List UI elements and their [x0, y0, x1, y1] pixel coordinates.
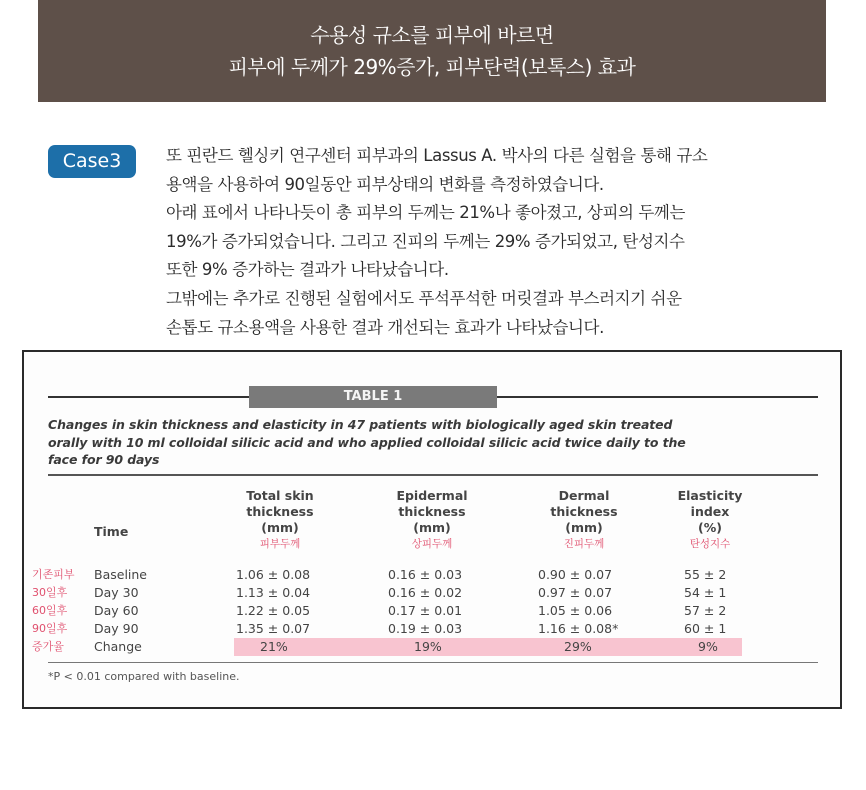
cell-total-skin: 1.35 ± 0.07	[236, 621, 311, 636]
cell-total-skin: 1.06 ± 0.08	[236, 567, 311, 582]
cell-epidermal: 0.16 ± 0.02	[388, 585, 463, 600]
cell-elasticity: 60 ± 1	[684, 621, 727, 636]
table-label: TABLE 1	[249, 386, 497, 408]
headline-line-2: 피부에 두께가 29%증가, 피부탄력(보톡스) 효과	[228, 55, 636, 79]
header-text: thickness	[398, 504, 466, 519]
cell-total-skin: 21%	[260, 639, 288, 654]
case-line: 19%가 증가되었습니다. 그리고 진피의 두께는 29% 증가되었고, 탄성지수	[166, 231, 685, 251]
cell-epidermal: 19%	[414, 639, 442, 654]
row-korean-label: 증가율	[32, 640, 64, 653]
cell-dermal: 0.97 ± 0.07	[538, 585, 613, 600]
cell-dermal: 29%	[564, 639, 592, 654]
table-row	[24, 602, 842, 620]
header-korean-label: 탄성지수	[689, 538, 731, 550]
case-line: 용액을 사용하여 90일동안 피부상태의 변화를 측정하였습니다.	[166, 174, 604, 194]
header-text: index	[690, 504, 730, 519]
header-total-skin	[220, 488, 340, 552]
case-description	[166, 142, 826, 342]
header-text: thickness	[550, 504, 618, 519]
headline-line-1: 수용성 규소를 피부에 바르면	[310, 23, 554, 47]
row-label: Day 60	[94, 603, 139, 618]
case-line: 또한 9% 증가하는 결과가 나타났습니다.	[166, 260, 449, 280]
cell-total-skin: 1.22 ± 0.05	[236, 603, 311, 618]
cell-dermal: 0.90 ± 0.07	[538, 567, 613, 582]
row-label: Day 90	[94, 621, 139, 636]
cell-dermal: 1.05 ± 0.06	[538, 603, 613, 618]
header-time: Time	[94, 524, 129, 539]
row-korean-label: 90일후	[32, 622, 68, 635]
table-bottom-rule	[48, 662, 818, 663]
row-label: Baseline	[94, 567, 147, 582]
case-badge: Case3	[48, 145, 136, 178]
header-epidermal	[372, 488, 492, 552]
cell-elasticity: 55 ± 2	[684, 567, 727, 582]
table-row-change	[24, 638, 842, 656]
header-text: Total skin	[246, 488, 314, 503]
header-text: (mm)	[413, 520, 451, 535]
caption-line: orally with 10 ml colloidal silicic acid and who applied colloidal silicic acid twice daily to the	[48, 434, 686, 450]
header-text: (mm)	[565, 520, 603, 535]
cell-epidermal: 0.19 ± 0.03	[388, 621, 463, 636]
header-text: Epidermal	[396, 488, 468, 503]
table-footnote: *P < 0.01 compared with baseline.	[48, 670, 240, 683]
caption-line: face for 90 days	[48, 452, 160, 467]
headline-banner	[38, 0, 826, 102]
table-row	[24, 620, 842, 638]
cell-epidermal: 0.16 ± 0.03	[388, 567, 463, 582]
case-line: 또 핀란드 헬싱키 연구센터 피부과의 Lassus A. 박사의 다른 실험을 통해 규소	[166, 146, 708, 165]
header-korean-label: 진피두께	[563, 538, 605, 550]
table-row	[24, 566, 842, 584]
row-korean-label: 30일후	[32, 586, 68, 599]
row-label: Day 30	[94, 585, 139, 600]
row-korean-label: 60일후	[32, 604, 68, 617]
header-text: Elasticity	[677, 488, 743, 503]
header-korean-label: 피부두께	[259, 538, 301, 550]
header-korean-label: 상피두께	[411, 538, 453, 550]
header-text: (mm)	[261, 520, 299, 535]
cell-epidermal: 0.17 ± 0.01	[388, 603, 463, 618]
table-caption	[48, 416, 828, 469]
header-dermal	[524, 488, 644, 552]
cell-elasticity: 9%	[698, 639, 718, 654]
row-korean-label: 기존피부	[32, 568, 75, 581]
case-line: 아래 표에서 나타나듯이 총 피부의 두께는 21%나 좋아졌고, 상피의 두께는	[166, 203, 686, 223]
header-text: (%)	[698, 520, 722, 535]
table-header-rule	[48, 474, 818, 476]
study-table-image	[22, 350, 842, 709]
cell-total-skin: 1.13 ± 0.04	[236, 585, 311, 600]
case-line: 그밖에는 추가로 진행된 실험에서도 푸석푸석한 머릿결과 부스러지기 쉬운	[166, 288, 682, 308]
case-line: 손톱도 규소용액을 사용한 결과 개선되는 효과가 나타났습니다.	[166, 317, 604, 337]
cell-elasticity: 54 ± 1	[684, 585, 727, 600]
cell-elasticity: 57 ± 2	[684, 603, 727, 618]
table-row	[24, 584, 842, 602]
row-label: Change	[94, 639, 142, 654]
caption-line: Changes in skin thickness and elasticity in 47 patients with biologically aged skin treated	[48, 417, 673, 432]
cell-dermal: 1.16 ± 0.08*	[538, 621, 619, 636]
header-elasticity	[650, 488, 770, 552]
header-text: thickness	[246, 504, 314, 519]
header-text: Dermal	[558, 488, 610, 503]
